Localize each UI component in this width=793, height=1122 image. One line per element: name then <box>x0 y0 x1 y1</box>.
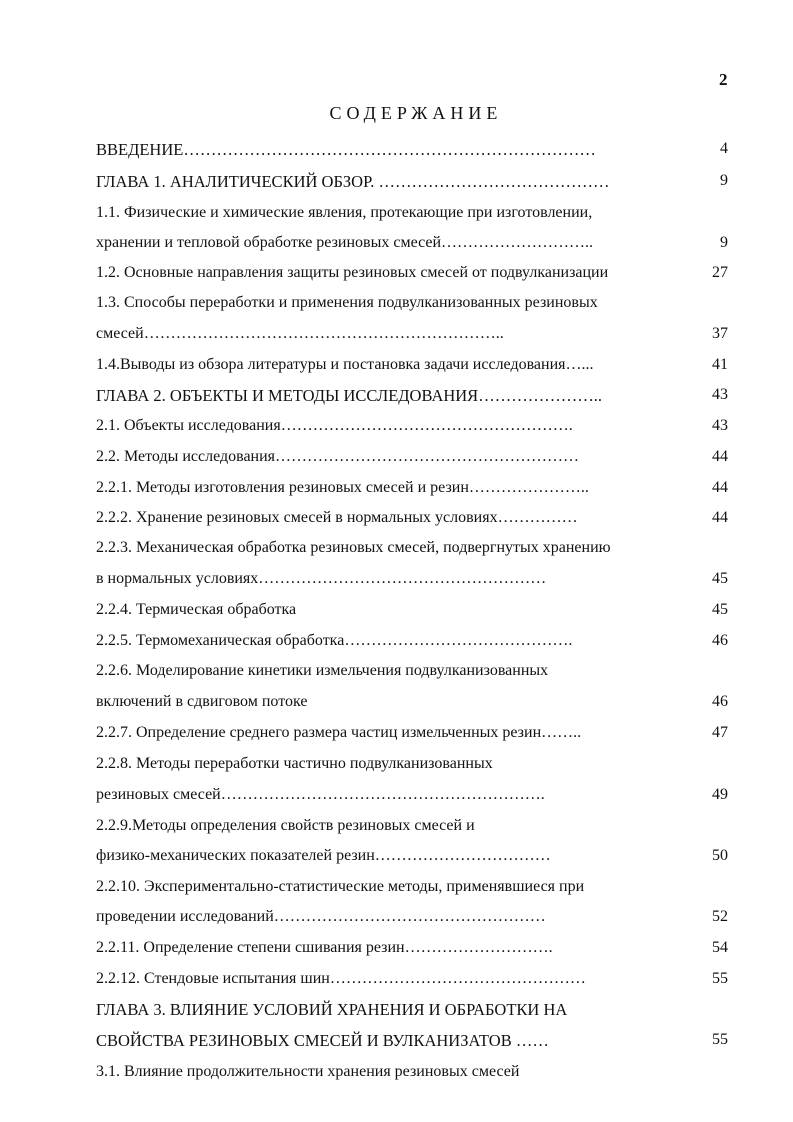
toc-text: 1.1. Физические и химические явления, протекающие при изготовлении, <box>96 204 593 221</box>
toc-page: 43 <box>712 417 728 434</box>
toc-line-chapter-2 <box>96 386 728 406</box>
toc-page: 55 <box>712 1031 728 1048</box>
toc-line-2-2-7 <box>96 724 728 742</box>
toc-line-chapter-1 <box>96 172 728 192</box>
toc-text: 3.1. Влияние продолжительности хранения резиновых смесей <box>96 1063 520 1080</box>
toc-text: 2.2.8. Методы переработки частично подвулканизованных <box>96 755 493 772</box>
toc-text: 2.1. Объекты исследования………………………………………………. <box>96 417 573 434</box>
toc-line-2-2-8-cont <box>96 786 728 804</box>
toc-page: 44 <box>712 479 728 496</box>
toc-text: 1.2. Основные направления защиты резиновых смесей от подвулканизации <box>96 264 609 281</box>
toc-page: 27 <box>712 264 728 281</box>
toc-text: резиновых смесей……………………………………………………. <box>96 786 545 803</box>
toc-line-2-2-11 <box>96 939 728 957</box>
toc-text: хранении и тепловой обработке резиновых смесей……………………….. <box>96 234 594 251</box>
toc-text: 2.2.2. Хранение резиновых смесей в нормальных условиях…………… <box>96 509 578 526</box>
toc-page: 46 <box>712 632 728 649</box>
toc-line-2-2-2 <box>96 509 728 527</box>
toc-text: 2.2.7. Определение среднего размера частиц измельченных резин…….. <box>96 724 582 741</box>
toc-text: 2.2.9.Методы определения свойств резиновых смесей и <box>96 817 475 834</box>
toc-line-1-1-cont <box>96 234 728 252</box>
toc-text: 2.2.4. Термическая обработка <box>96 601 297 618</box>
toc-text: 2.2.12. Стендовые испытания шин………………………………………… <box>96 970 586 987</box>
toc-text: 2.2.3. Механическая обработка резиновых смесей, подвергнутых хранению <box>96 539 611 556</box>
toc-page: 9 <box>720 172 728 189</box>
toc-page: 43 <box>712 386 728 403</box>
page-number: 2 <box>719 70 728 89</box>
toc-line-2-2 <box>96 448 728 466</box>
toc-text: включений в сдвиговом потоке <box>96 693 308 710</box>
toc-page: 37 <box>712 325 728 342</box>
toc-line-2-2-3-cont <box>96 570 728 588</box>
toc-text: ВВЕДЕНИЕ………………………………………………………………… <box>96 140 596 159</box>
toc-text: физико-механических показателей резин…………………………… <box>96 847 551 864</box>
toc-title: СОДЕРЖАНИЕ <box>329 103 503 123</box>
toc-text: 2.2.5. Термомеханическая обработка……………………………………. <box>96 632 573 649</box>
toc-page: 44 <box>712 448 728 465</box>
toc-page: 9 <box>720 234 728 251</box>
toc-line-3-1 <box>96 1063 728 1081</box>
toc-text: 2.2. Методы исследования………………………………………………… <box>96 448 580 465</box>
toc-line-2-2-9 <box>96 817 728 835</box>
toc-page: 50 <box>712 847 728 864</box>
toc-line-2-2-6-cont <box>96 693 728 711</box>
toc-line-2-2-12 <box>96 970 728 988</box>
toc-text: ГЛАВА 2. ОБЪЕКТЫ И МЕТОДЫ ИССЛЕДОВАНИЯ………………….. <box>96 386 602 405</box>
toc-text: в нормальных условиях……………………………………………… <box>96 570 547 587</box>
toc-text: 2.2.10. Экспериментально-статистические методы, применявшиеся при <box>96 878 585 895</box>
toc-page: 45 <box>712 601 728 618</box>
toc-page: 45 <box>712 570 728 587</box>
toc-text: СВОЙСТВА РЕЗИНОВЫХ СМЕСЕЙ И ВУЛКАНИЗАТОВ …… <box>96 1031 549 1050</box>
toc-line-2-1 <box>96 417 728 435</box>
toc-page: 54 <box>712 939 728 956</box>
toc-line-2-2-10-cont <box>96 908 728 926</box>
toc-line-1-1 <box>96 204 728 222</box>
toc-line-2-2-10 <box>96 878 728 896</box>
toc-line-2-2-6 <box>96 662 728 680</box>
toc-line-2-2-8 <box>96 755 728 773</box>
toc-line-1-4 <box>96 356 728 374</box>
toc-page: 46 <box>712 693 728 710</box>
toc-text: 2.2.11. Определение степени сшивания резин………………………. <box>96 939 553 956</box>
toc-page: 4 <box>720 140 728 157</box>
toc-text: 1.3. Способы переработки и применения подвулканизованных резиновых <box>96 294 598 311</box>
toc-line-2-2-1 <box>96 479 728 497</box>
toc-text: 2.2.1. Методы изготовления резиновых смесей и резин………………….. <box>96 479 589 496</box>
toc-line-1-3-cont <box>96 325 728 343</box>
toc-page: 44 <box>712 509 728 526</box>
toc-line-chapter-3 <box>96 1000 728 1020</box>
toc-text: ГЛАВА 1. АНАЛИТИЧЕСКИЙ ОБЗОР. …………………………………… <box>96 172 610 191</box>
toc-page: 52 <box>712 908 728 925</box>
toc-line-1-3 <box>96 294 728 312</box>
toc-line-chapter-3-cont <box>96 1031 728 1051</box>
toc-line-2-2-3 <box>96 539 728 557</box>
toc-text: 2.2.6. Моделирование кинетики измельчения подвулканизованных <box>96 662 549 679</box>
toc-text: смесей………………………………………………………….. <box>96 325 504 342</box>
toc-line-2-2-5 <box>96 632 728 650</box>
toc-text: проведении исследований…………………………………………… <box>96 908 546 925</box>
toc-page: 55 <box>712 970 728 987</box>
toc-page: 49 <box>712 786 728 803</box>
toc-text: 1.4.Выводы из обзора литературы и постановка задачи исследования…... <box>96 356 594 373</box>
toc-page: 47 <box>712 724 728 741</box>
toc-text: ГЛАВА 3. ВЛИЯНИЕ УСЛОВИЙ ХРАНЕНИЯ И ОБРАБОТКИ НА <box>96 1000 568 1019</box>
toc-line-2-2-9-cont <box>96 847 728 865</box>
toc-line-introduction <box>96 140 728 160</box>
toc-page: 41 <box>712 356 728 373</box>
toc-line-1-2 <box>96 264 728 282</box>
toc-line-2-2-4 <box>96 601 728 619</box>
